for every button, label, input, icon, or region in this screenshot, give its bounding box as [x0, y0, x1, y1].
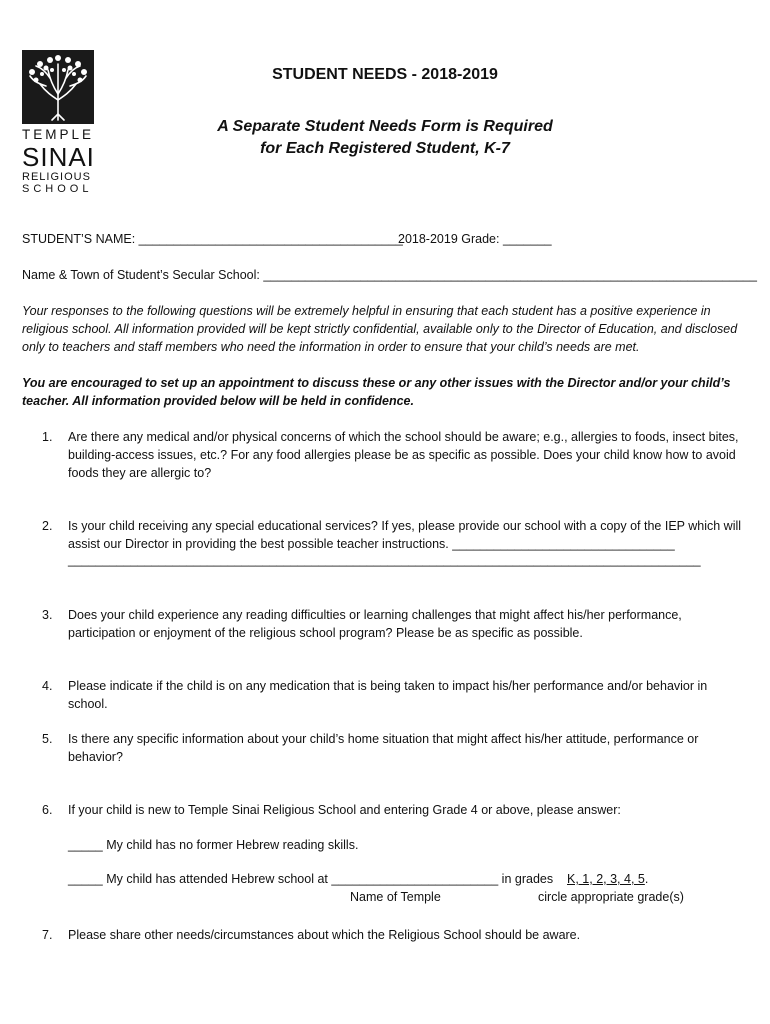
question-number: 1. — [42, 430, 53, 444]
question-number: 2. — [42, 519, 53, 533]
logo-temple-text: TEMPLE — [22, 127, 95, 142]
subtitle-line-1: A Separate Student Needs Form is Required — [217, 118, 553, 135]
tree-of-life-icon — [22, 50, 94, 124]
grade-options-period: . — [644, 872, 649, 886]
confidentiality-notice: You are encouraged to set up an appointment to discuss these or any other issues with the Director and/or your child’s teacher. All information provided below will be held in confidence. — [22, 376, 731, 408]
hebrew-attended-text: _____ My child has attended Hebrew school at ________________________ in grades — [68, 872, 554, 886]
caption-circle-grades: circle appropriate grade(s) — [538, 890, 684, 904]
logo-school-text: SCHOOL — [22, 182, 93, 195]
hebrew-option-attended[interactable] — [68, 872, 648, 886]
student-name-field[interactable]: STUDENT’S NAME: ______________________________________ — [22, 232, 403, 246]
question-5 — [22, 730, 750, 766]
question-number: 3. — [42, 608, 53, 622]
grade-options[interactable]: K, 1, 2, 3, 4, 5 — [567, 872, 645, 886]
question-text: If your child is new to Temple Sinai Religious School and entering Grade 4 or above, please answer: — [68, 803, 621, 817]
question-text: Are there any medical and/or physical concerns of which the school should be aware; e.g., allergies to foods, insect bites, building-access issues, etc.? For any food allergies please be as specific as possible. Does your child know how to avoid foods they are allergic to? — [68, 430, 739, 480]
grade-field[interactable]: 2018-2019 Grade: _______ — [398, 232, 552, 246]
question-text: Is your child receiving any special educational services? If yes, please provide our school with a copy of the IEP which will assist our Director in providing the best possible teacher instructions. ________________________________ — [68, 519, 742, 551]
question-number: 7. — [42, 928, 53, 942]
question-text: Does your child experience any reading difficulties or learning challenges that might affect his/her performance, participation or enjoyment of the religious school program? Please be as specific as possible. — [68, 608, 682, 640]
question-4 — [22, 677, 750, 713]
logo-religious-text: RELIGIOUS — [22, 170, 91, 183]
hebrew-option-none[interactable]: _____ My child has no former Hebrew reading skills. — [68, 838, 359, 852]
question-3 — [22, 606, 750, 642]
question-text: Is there any specific information about your child’s home situation that might affect his/her attitude, performance or behavior? — [68, 732, 699, 764]
caption-name-of-temple: Name of Temple — [350, 890, 441, 904]
question-text: Please indicate if the child is on any medication that is being taken to impact his/her performance and/or behavior in school. — [68, 679, 708, 711]
answer-line[interactable]: ___________________________________________________________________________________________ — [68, 553, 701, 567]
question-text: Please share other needs/circumstances about which the Religious School should be aware. — [68, 928, 581, 942]
intro-paragraph: Your responses to the following questions will be extremely helpful in ensuring that each student has a positive experience in religious school. All information provided will be kept strictly confidential, available only to the Director of Education, and disclosed only to teachers and staff members who need the information in order to ensure that your child’s needs are met. — [22, 304, 738, 354]
question-number: 4. — [42, 679, 53, 693]
question-number: 6. — [42, 803, 53, 817]
question-2 — [22, 517, 750, 553]
question-6 — [22, 801, 750, 819]
subtitle-line-2: for Each Registered Student, K-7 — [260, 140, 510, 157]
question-number: 5. — [42, 732, 53, 746]
question-1 — [22, 428, 750, 482]
question-7 — [22, 926, 750, 944]
page-title: STUDENT NEEDS - 2018-2019 — [272, 66, 498, 83]
logo-sinai-text: SINAI — [22, 141, 95, 172]
secular-school-field[interactable]: Name & Town of Student’s Secular School: _______________________________________________________________________ — [22, 268, 757, 282]
page-subtitle — [0, 116, 770, 160]
